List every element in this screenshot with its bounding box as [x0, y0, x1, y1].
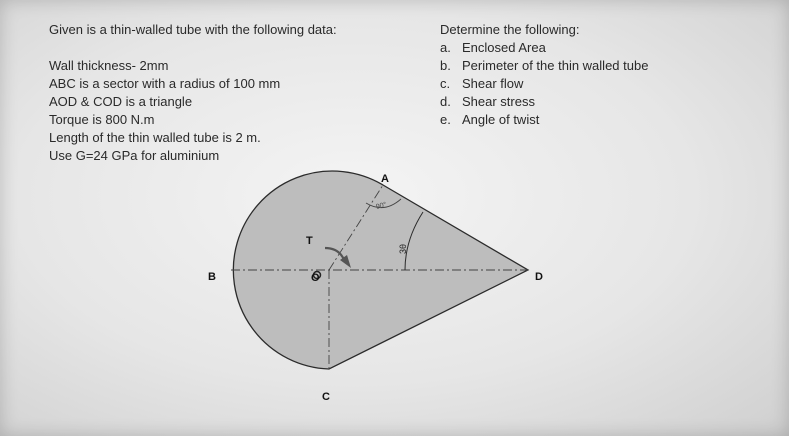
given-line-torque: Torque is 800 N.m [49, 112, 155, 127]
item-text: Shear flow [462, 76, 524, 91]
determine-heading: Determine the following: [440, 22, 580, 37]
item-text: Angle of twist [462, 112, 540, 127]
given-line-thickness: Wall thickness- 2mm [49, 58, 169, 73]
item-marker: b. [440, 58, 451, 73]
label-B: B [208, 271, 216, 283]
item-marker: a. [440, 40, 451, 55]
label-D: D [535, 271, 543, 283]
item-text: Shear stress [462, 94, 535, 109]
item-marker: c. [440, 76, 451, 91]
given-line-length: Length of the thin walled tube is 2 m. [49, 130, 261, 145]
angle-label-theta: 3θ [398, 243, 408, 254]
given-line-triangle: AOD & COD is a triangle [49, 94, 193, 109]
given-heading: Given is a thin-walled tube with the following data: [49, 22, 337, 37]
torque-label: T [306, 235, 313, 247]
label-C: C [322, 391, 330, 403]
item-marker: d. [440, 94, 451, 109]
item-text: Enclosed Area [462, 40, 546, 55]
label-O: O [311, 272, 320, 284]
item-text: Perimeter of the thin walled tube [462, 58, 649, 73]
given-line-sector: ABC is a sector with a radius of 100 mm [49, 76, 281, 91]
label-A: A [381, 173, 389, 185]
angle-label-90: 90° [375, 201, 388, 211]
item-marker: e. [440, 112, 451, 127]
given-line-modulus: Use G=24 GPa for aluminium [49, 148, 220, 163]
